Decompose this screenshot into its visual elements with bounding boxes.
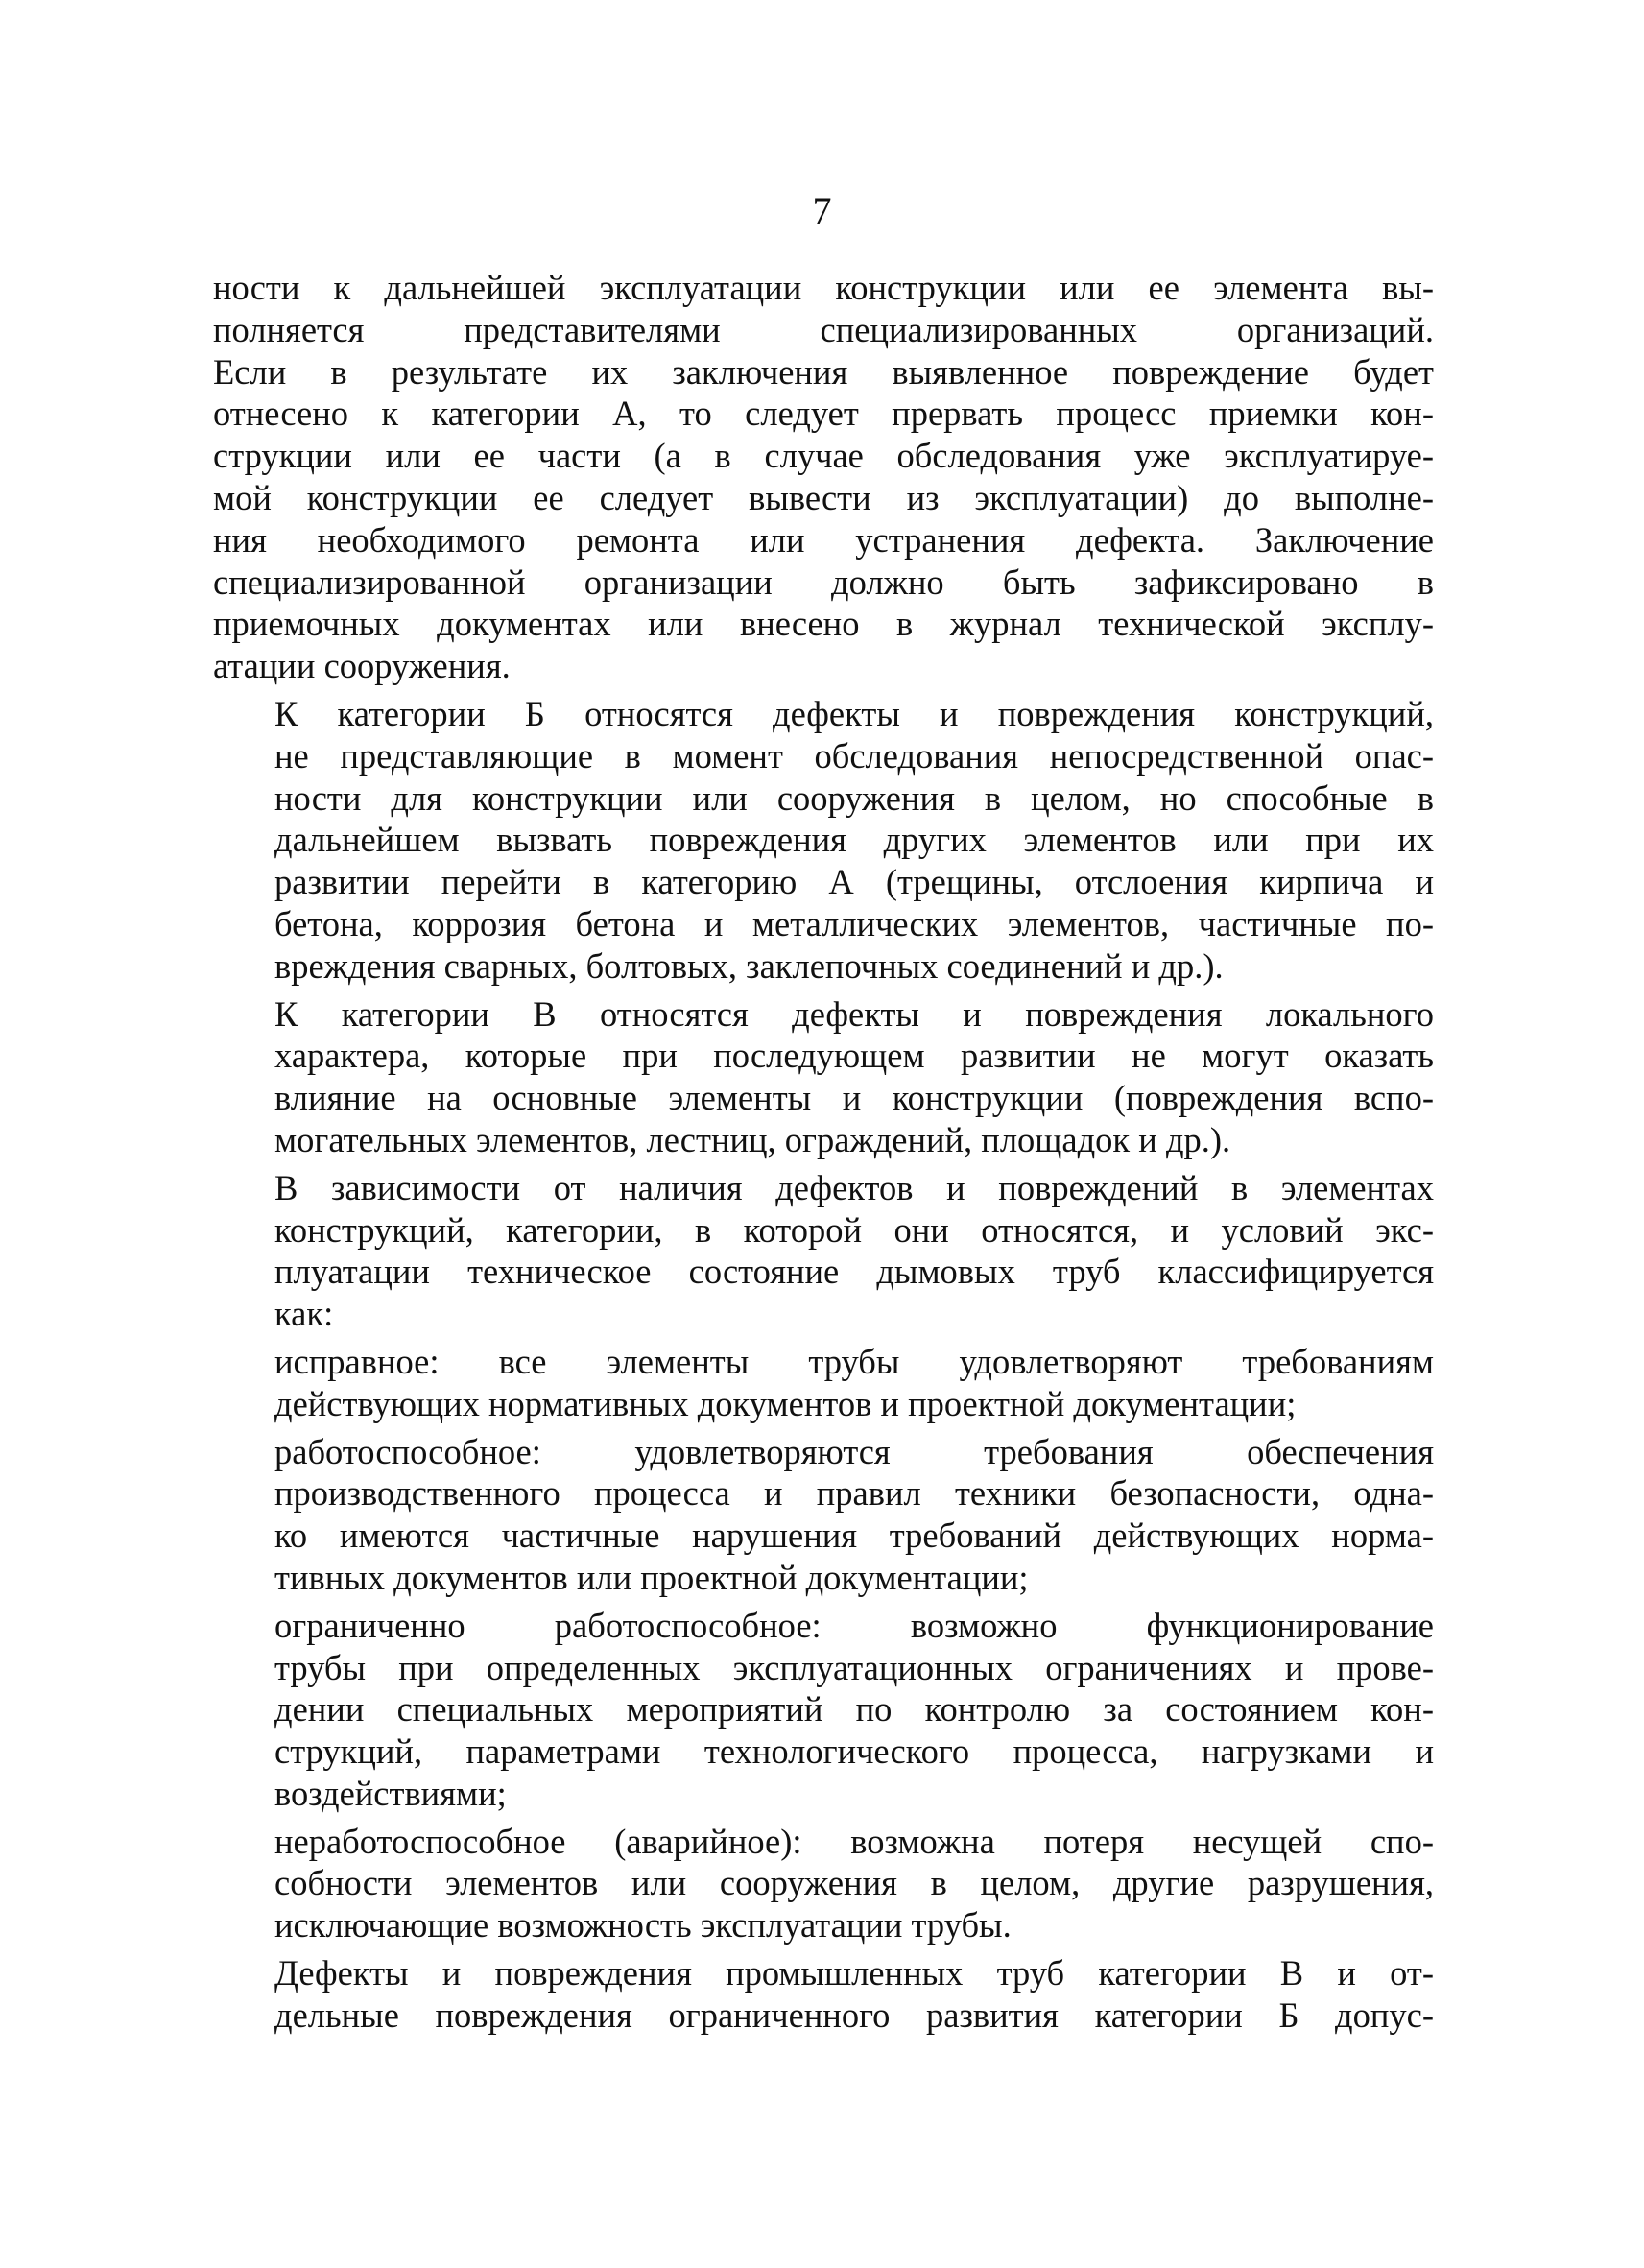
text-line: исключающие возможность эксплуатации трубы. bbox=[274, 1905, 1012, 1946]
paragraph bbox=[213, 267, 1434, 687]
text-line: струкции или ее части (а в случае обследования уже эксплуатируе- bbox=[213, 436, 1434, 476]
text-line: К категории В относятся дефекты и повреждения локального bbox=[274, 993, 1434, 1034]
text-line: развитии перейти в категорию А (трещины, отслоения кирпича и bbox=[274, 862, 1434, 902]
text-line: неработоспособное (аварийное): возможна потеря несущей спо- bbox=[274, 1821, 1434, 1861]
text-line: исправное: все элементы трубы удовлетворяют требованиям bbox=[274, 1341, 1434, 1381]
paragraph bbox=[213, 1167, 1434, 1335]
text-line: ко имеются частичные нарушения требований действующих норма- bbox=[274, 1516, 1434, 1556]
text-line: ограниченно работоспособное: возможно функционирование bbox=[274, 1605, 1434, 1645]
paragraph bbox=[213, 693, 1434, 988]
text-line: Если в результате их заключения выявленное повреждение будет bbox=[213, 351, 1434, 392]
paragraph bbox=[213, 1821, 1434, 1946]
text-line: В зависимости от наличия дефектов и повреждений в элементах bbox=[274, 1167, 1434, 1207]
text-line: дельные повреждения ограниченного развития категории Б допус- bbox=[274, 1994, 1434, 2035]
text-line: конструкций, категории, в которой они относятся, и условий экс- bbox=[274, 1209, 1434, 1250]
text-line: дении специальных мероприятий по контролю за состоянием кон- bbox=[274, 1689, 1434, 1730]
text-line: отнесено к категории А, то следует прервать процесс приемки кон- bbox=[213, 394, 1434, 434]
text-line: собности элементов или сооружения в целом, другие разрушения, bbox=[274, 1863, 1434, 1903]
text-line: могательных элементов, лестниц, ограждений, площадок и др.). bbox=[274, 1119, 1231, 1159]
text-line: мой конструкции ее следует вывести из эксплуатации) до выполне- bbox=[213, 477, 1434, 517]
text-line: бетона, коррозия бетона и металлических элементов, частичные по- bbox=[274, 903, 1434, 943]
text-line: струкций, параметрами технологического процесса, нагрузками и bbox=[274, 1731, 1434, 1772]
page-number: 7 bbox=[812, 189, 832, 232]
text-line: характера, которые при последующем развитии не могут оказать bbox=[274, 1036, 1434, 1076]
text-line: ности для конструкции или сооружения в целом, но способные в bbox=[274, 777, 1434, 818]
text-line: атации сооружения. bbox=[213, 646, 511, 686]
text-line: ности к дальнейшей эксплуатации конструкции или ее элемента вы- bbox=[213, 268, 1434, 307]
text-line: работоспособное: удовлетворяются требования обеспечения bbox=[274, 1431, 1434, 1471]
body-text bbox=[213, 267, 1434, 2042]
text-line: плуатации техническое состояние дымовых труб классифицируется bbox=[274, 1252, 1434, 1292]
text-line: воздействиями; bbox=[274, 1773, 507, 1813]
text-line: тивных документов или проектной документации; bbox=[274, 1557, 1029, 1597]
paragraph bbox=[213, 1952, 1434, 2037]
text-line: полняется представителями специализированных организаций. bbox=[213, 309, 1434, 349]
text-line: приемочных документах или внесено в журнал технической эксплу- bbox=[213, 604, 1434, 644]
paragraph bbox=[213, 993, 1434, 1161]
text-line: влияние на основные элементы и конструкции (повреждения вспо- bbox=[274, 1078, 1434, 1118]
text-line: Дефекты и повреждения промышленных труб категории В и от- bbox=[274, 1953, 1434, 1993]
paragraph bbox=[213, 1341, 1434, 1425]
text-line: действующих нормативных документов и проектной документации; bbox=[274, 1383, 1297, 1423]
paragraph bbox=[213, 1431, 1434, 1599]
text-line: ния необходимого ремонта или устранения дефекта. Заключение bbox=[213, 519, 1434, 560]
text-line: не представляющие в момент обследования непосредственной опас- bbox=[274, 735, 1434, 776]
text-line: производственного процесса и правил техники безопасности, одна- bbox=[274, 1473, 1434, 1514]
text-line: специализированной организации должно быть зафиксировано в bbox=[213, 561, 1434, 602]
text-line: вреждения сварных, болтовых, заклепочных соединений и др.). bbox=[274, 945, 1224, 986]
text-line: дальнейшем вызвать повреждения других элементов или при их bbox=[274, 820, 1434, 860]
paragraph bbox=[213, 1605, 1434, 1815]
text-line: трубы при определенных эксплуатационных ограничениях и прове- bbox=[274, 1647, 1434, 1687]
text-line: как: bbox=[274, 1294, 334, 1334]
text-line: К категории Б относятся дефекты и повреждения конструкций, bbox=[274, 693, 1434, 733]
